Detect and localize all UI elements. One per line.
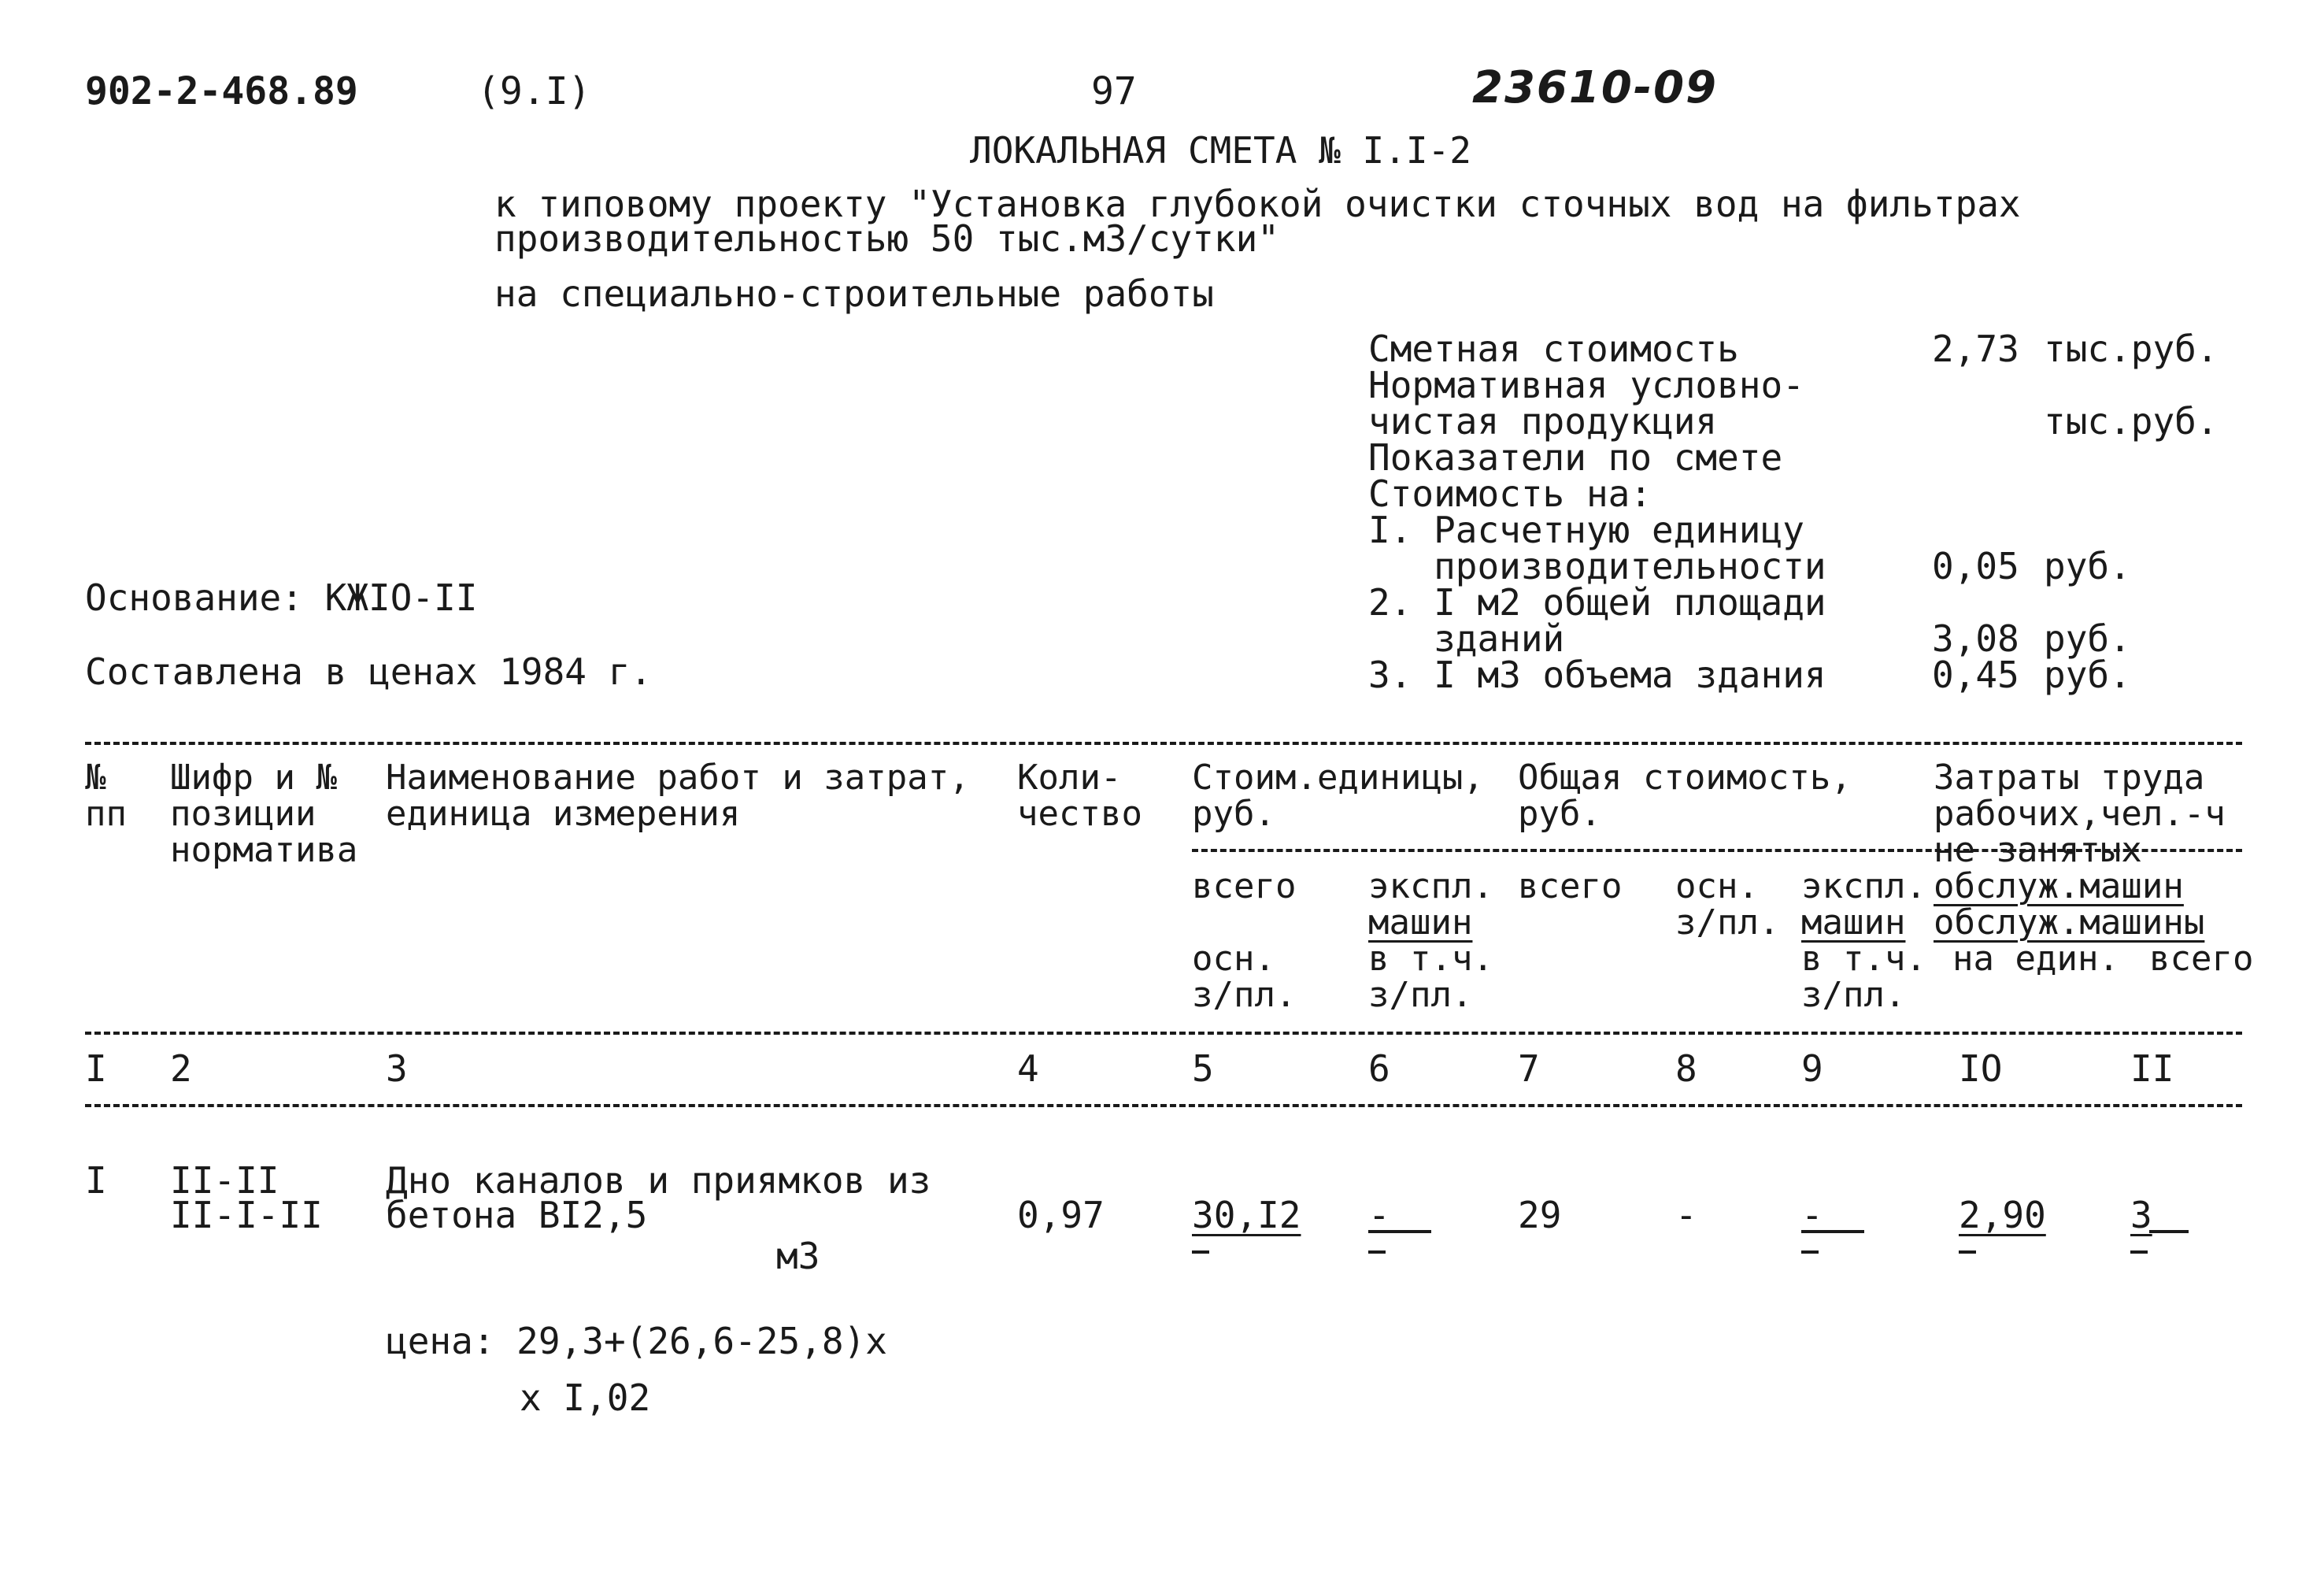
- row-labor-all-line: [2149, 1230, 2189, 1233]
- column-number: IO: [1959, 1047, 2003, 1090]
- summary-label: 2. I м2 общей площади: [1368, 581, 1826, 624]
- header-total-mach: машин: [1801, 902, 1906, 943]
- subtitle-line-3: на специально-строительные работы: [494, 272, 1214, 315]
- page-number: 97: [1091, 69, 1137, 113]
- prices-text: Составлена в ценах 1984 г.: [85, 650, 653, 693]
- summary-unit: руб.: [2044, 545, 2131, 587]
- row-code: II-I-II: [170, 1194, 323, 1236]
- header-unit-cost: Стоим.единицы,: [1192, 758, 1484, 798]
- summary-label: Показатели по смете: [1368, 436, 1783, 479]
- summary-label: 3. I м3 объема здания: [1368, 654, 1826, 696]
- header-labor: не занятых: [1934, 830, 2142, 870]
- summary-value: 3,08: [1932, 617, 2019, 660]
- header-num: пп: [85, 794, 127, 834]
- row-unit: м3: [776, 1235, 820, 1277]
- column-number: 9: [1801, 1047, 1823, 1090]
- row-total-mach-base: [1801, 1250, 1819, 1254]
- header-labor: рабочих,чел.-ч: [1934, 794, 2226, 834]
- row-labor-unit-base: [1959, 1250, 1976, 1254]
- column-number: 3: [386, 1047, 408, 1090]
- row-name: бетона ВI2,5: [386, 1194, 648, 1236]
- header-unit-cost: руб.: [1192, 794, 1275, 834]
- subtitle-line-2: производительностью 50 тыс.м3/сутки": [494, 217, 1279, 260]
- row-unit-cost-mach-base: [1368, 1250, 1386, 1254]
- row-total-mach-line: [1801, 1230, 1864, 1233]
- header-unit-mach: экспл.: [1368, 866, 1493, 906]
- header-unit-all: осн.: [1192, 939, 1275, 979]
- column-number: 4: [1017, 1047, 1039, 1090]
- header-unit-mach: з/пл.: [1368, 975, 1473, 1015]
- summary-unit: руб.: [2044, 617, 2131, 660]
- summary-unit: руб.: [2044, 654, 2131, 696]
- row-unit-cost-mach-line: [1368, 1230, 1431, 1233]
- header-labor: Затраты труда: [1934, 758, 2205, 798]
- row-name: Дно каналов и приямков из: [386, 1159, 931, 1202]
- summary-label: зданий: [1368, 617, 1565, 660]
- column-number: 6: [1368, 1047, 1390, 1090]
- row-total-base: -: [1675, 1194, 1697, 1236]
- column-number: I: [85, 1047, 107, 1090]
- header-num: №: [85, 758, 106, 798]
- header-total-base: з/пл.: [1675, 902, 1780, 943]
- header-labor-sub: обслуж.машин: [1934, 866, 2184, 906]
- summary-label: Стоимость на:: [1368, 472, 1652, 515]
- header-total-mach: экспл.: [1801, 866, 1926, 906]
- summary-label: чистая продукция: [1368, 400, 1718, 443]
- header-qty: чество: [1017, 794, 1142, 834]
- header-unit-all: всего: [1192, 866, 1297, 906]
- table-rule-numbers-bottom: [85, 1104, 2242, 1107]
- header-labor-all: всего: [2149, 939, 2254, 979]
- row-total-mach: -: [1801, 1194, 1823, 1236]
- header-total-base: осн.: [1675, 866, 1759, 906]
- header-total-cost: руб.: [1518, 794, 1601, 834]
- header-total-all: всего: [1518, 866, 1623, 906]
- summary-value: 2,73: [1932, 328, 2019, 370]
- basis-text: Основание: КЖIО-II: [85, 576, 478, 619]
- summary-label: I. Расчетную единицу: [1368, 509, 1804, 551]
- row-unit-cost-all: 30,I2: [1192, 1194, 1301, 1236]
- header-code: позиции: [170, 794, 316, 834]
- doc-code: 902-2-468.89: [85, 69, 358, 113]
- header-unit-mach: машин: [1368, 902, 1473, 943]
- header-total-mach: в т.ч.: [1801, 939, 1926, 979]
- row-unit-cost-base: [1192, 1250, 1209, 1254]
- row-num: I: [85, 1159, 107, 1202]
- row-labor-unit: 2,90: [1959, 1194, 2046, 1236]
- header-unit-mach: в т.ч.: [1368, 939, 1493, 979]
- header-code: норматива: [170, 830, 358, 870]
- price-note: цена: 29,3+(26,6-25,8)x: [386, 1320, 887, 1362]
- doc-number: 23610-09: [1472, 62, 1718, 113]
- summary-label: Сметная стоимость: [1368, 328, 1739, 370]
- summary-value: 0,05: [1932, 545, 2019, 587]
- page-title: ЛОКАЛЬНАЯ СМЕТА № I.I-2: [970, 129, 1471, 172]
- summary-label: Нормативная условно-: [1368, 364, 1804, 406]
- table-rule-header-bottom: [85, 1032, 2242, 1035]
- price-note: x I,02: [520, 1376, 651, 1419]
- header-labor-sub: обслуж.машины: [1934, 902, 2205, 943]
- summary-unit: тыс.руб.: [2044, 328, 2219, 370]
- table-rule-top: [85, 742, 2242, 745]
- subtitle-line-1: к типовому проекту "Установка глубокой очистки сточных вод на фильтрах: [494, 183, 2021, 225]
- summary-value: 0,45: [1932, 654, 2019, 696]
- row-total-all: 29: [1518, 1194, 1562, 1236]
- column-number: II: [2130, 1047, 2174, 1090]
- header-name: Наименование работ и затрат,: [386, 758, 970, 798]
- header-labor-unit: на един.: [1952, 939, 2119, 979]
- section-number: (9.I): [477, 69, 591, 113]
- row-unit-cost-mach: -: [1368, 1194, 1390, 1236]
- header-name: единица измерения: [386, 794, 741, 834]
- row-labor-all: 3: [2130, 1194, 2152, 1236]
- column-number: 8: [1675, 1047, 1697, 1090]
- column-number: 7: [1518, 1047, 1540, 1090]
- row-labor-all-base: [2130, 1250, 2148, 1254]
- header-code: Шифр и №: [170, 758, 337, 798]
- row-qty: 0,97: [1017, 1194, 1105, 1236]
- summary-unit: тыс.руб.: [2044, 400, 2219, 443]
- header-total-cost: Общая стоимость,: [1518, 758, 1852, 798]
- header-qty: Коли-: [1017, 758, 1122, 798]
- summary-label: производительности: [1368, 545, 1826, 587]
- row-code: II-II: [170, 1159, 279, 1202]
- column-number: 2: [170, 1047, 192, 1090]
- header-total-mach: з/пл.: [1801, 975, 1906, 1015]
- header-unit-all: з/пл.: [1192, 975, 1297, 1015]
- column-number: 5: [1192, 1047, 1214, 1090]
